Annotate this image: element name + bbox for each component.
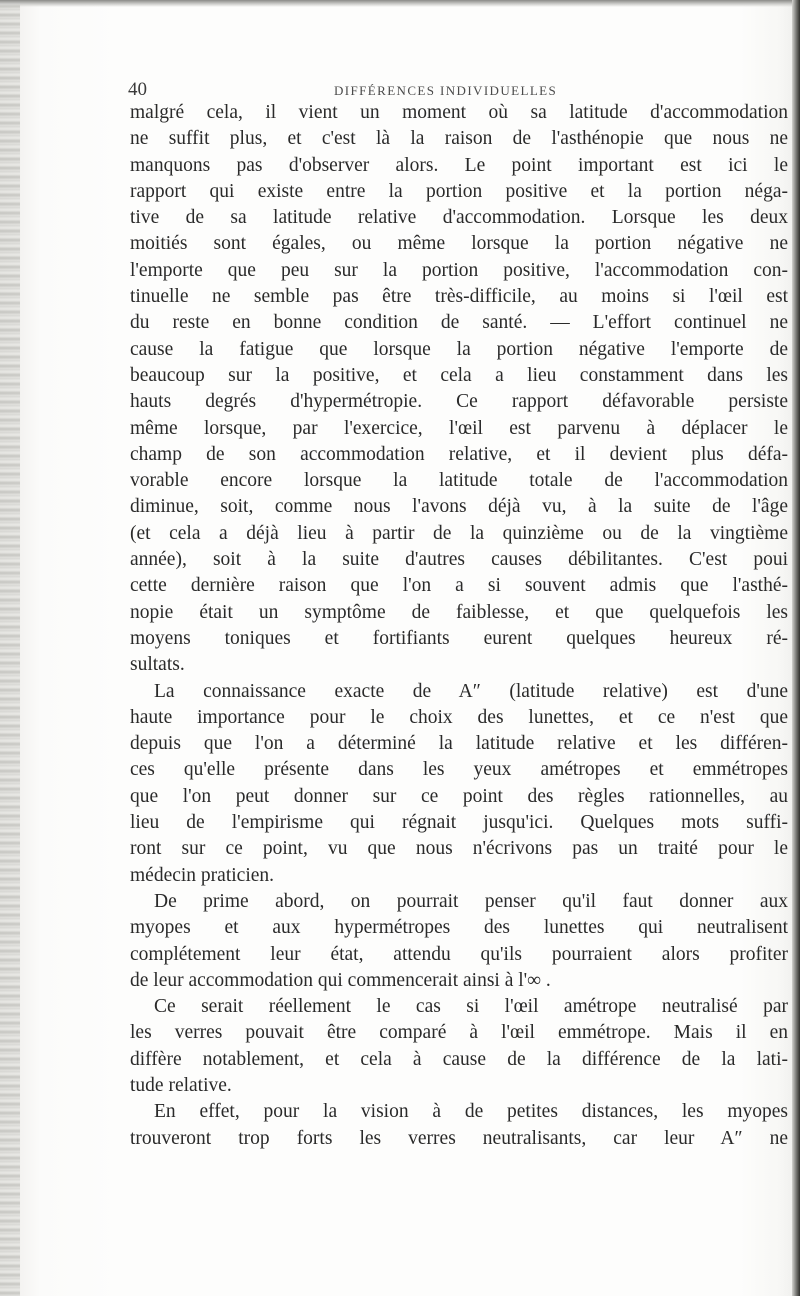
page-right-edge (792, 0, 800, 1296)
text-line: (et cela a déjà lieu à partir de la quinzième ou de la vingtième (130, 522, 788, 544)
text-line: myopes et aux hypermétropes des lunettes qui neutralisent (130, 917, 788, 939)
text-line: cette dernière raison que l'on a si souvent admis que l'asthé- (130, 575, 788, 597)
paragraph-start: De prime abord, on pourrait penser qu'il faut donner aux (154, 890, 788, 912)
text-line: nopie était un symptôme de faiblesse, et que quelquefois les (130, 601, 788, 623)
text-line: cause la fatigue que lorsque la portion négative l'emporte de (130, 338, 788, 360)
text-line: depuis que l'on a déterminé la latitude relative et les différen- (130, 733, 788, 755)
text-line: complétement leur état, attendu qu'ils pourraient alors profiter (130, 943, 788, 965)
text-line: tive de sa latitude relative d'accommodation. Lorsque les deux (130, 207, 788, 229)
book-binding-edge (0, 0, 20, 1296)
text-line: année), soit à la suite d'autres causes débilitantes. C'est poui (130, 549, 788, 571)
text-line: les verres pouvait être comparé à l'œil emmétrope. Mais il en (130, 1022, 788, 1044)
text-line: diminue, soit, comme nous l'avons déjà vu, à la suite de l'âge (130, 496, 788, 518)
text-line: trouveront trop forts les verres neutralisants, car leur A″ ne (130, 1127, 788, 1149)
page-top-edge (0, 0, 800, 7)
text-line: beaucoup sur la positive, et cela a lieu constamment dans les (130, 364, 788, 386)
text-line: médecin praticien. (130, 864, 275, 886)
text-line: hauts degrés d'hypermétropie. Ce rapport défavorable persiste (130, 391, 788, 413)
text-line: moyens toniques et fortifiants eurent quelques heureux ré- (130, 627, 788, 649)
paragraph-start: En effet, pour la vision à de petites distances, les myopes (154, 1101, 788, 1123)
text-line: ront sur ce point, vu que nous n'écrivons pas un traité pour le (130, 838, 788, 860)
page-number: 40 (128, 79, 147, 100)
paragraph-start: Ce serait réellement le cas si l'œil amétrope neutralisé par (154, 996, 788, 1018)
paragraph-start: La connaissance exacte de A″ (latitude relative) est d'une (154, 680, 788, 702)
text-line: moitiés sont égales, ou même lorsque la portion négative ne (130, 233, 788, 255)
text-line: même lorsque, par l'exercice, l'œil est parvenu à déplacer le (130, 417, 788, 439)
text-line: de leur accommodation qui commencerait ainsi à l'∞ . (130, 969, 551, 991)
text-line: sultats. (130, 654, 185, 676)
text-line: tude relative. (130, 1074, 232, 1096)
text-line: diffère notablement, et cela à cause de la différence de la lati- (130, 1048, 788, 1070)
text-line: ne suffit plus, et c'est là la raison de l'asthénopie que nous ne (130, 128, 788, 150)
text-line: vorable encore lorsque la latitude totale de l'accommodation (130, 470, 788, 492)
text-line: que l'on peut donner sur ce point des règles rationnelles, au (130, 785, 788, 807)
text-line: haute importance pour le choix des lunettes, et ce n'est que (130, 706, 788, 728)
text-line: champ de son accommodation relative, et il devient plus défa- (130, 443, 788, 465)
text-line: rapport qui existe entre la portion positive et la portion néga- (130, 180, 788, 202)
text-line: malgré cela, il vient un moment où sa latitude d'accommodation (130, 102, 788, 123)
text-line: lieu de l'empirisme qui régnait jusqu'ici. Quelques mots suffi- (130, 812, 788, 834)
text-line: du reste en bonne condition de santé. — L'effort continuel ne (130, 312, 788, 334)
text-line: tinuelle ne semble pas être très-difficile, au moins si l'œil est (130, 286, 788, 308)
text-line: l'emporte que peu sur la portion positive, l'accommodation con- (130, 259, 788, 281)
text-line: manquons pas d'observer alors. Le point important est ici le (130, 154, 788, 176)
running-title: DIFFÉRENCES INDIVIDUELLES (334, 83, 558, 98)
text-line: ces qu'elle présente dans les yeux amétropes et emmétropes (130, 759, 788, 781)
body-text (130, 100, 788, 1152)
